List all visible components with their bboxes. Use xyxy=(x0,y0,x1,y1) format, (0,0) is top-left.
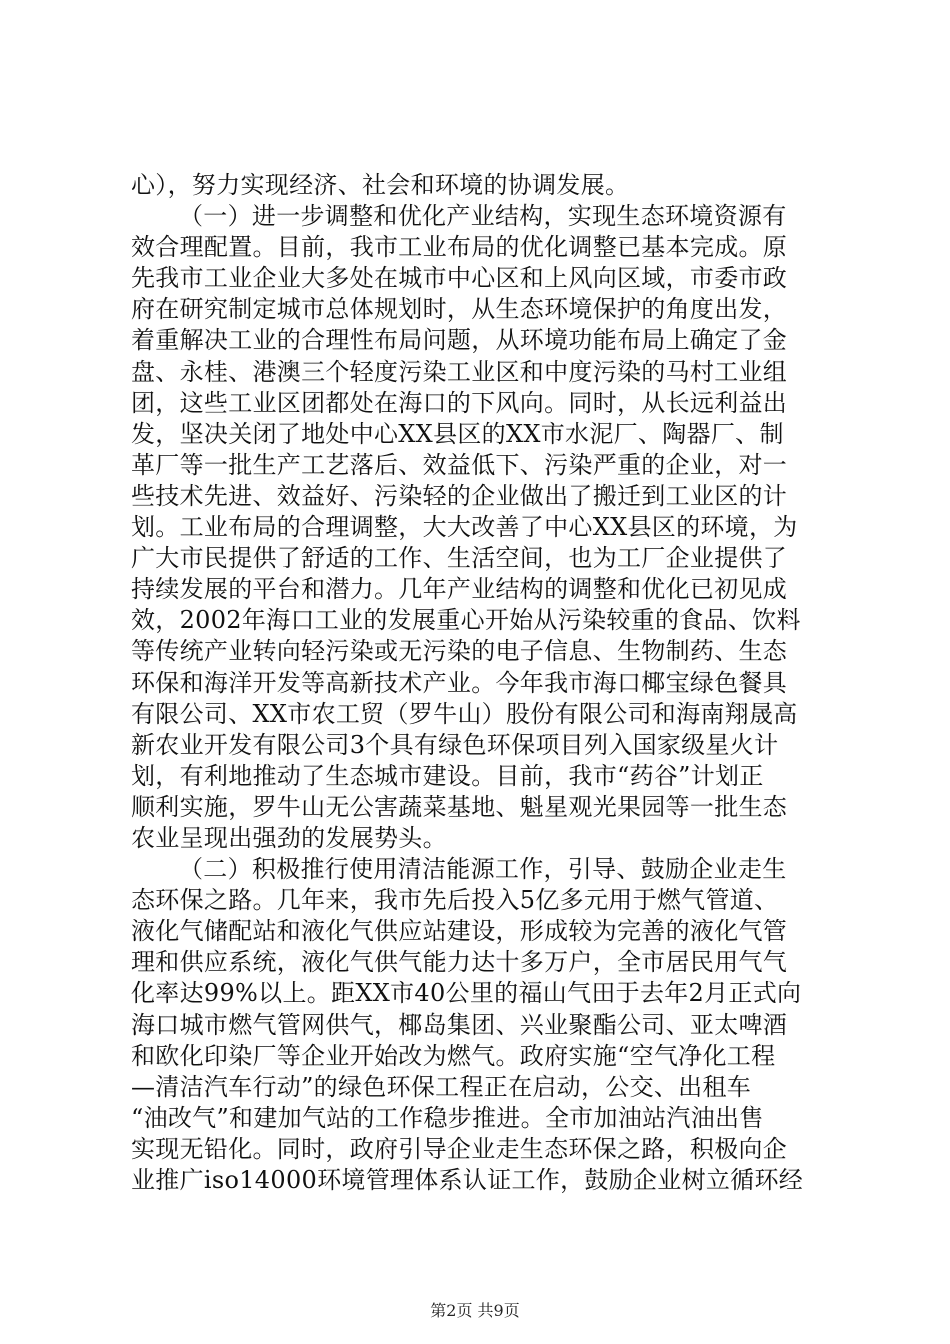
text-line: 等传统产业转向轻污染或无污染的电子信息、生物制药、生态 xyxy=(131,637,788,666)
text-line: “油改气”和建加气站的工作稳步推进。全市加油站汽油出售 xyxy=(131,1103,764,1132)
page-number: 第2页 共9页 xyxy=(430,1301,520,1320)
text-line: 农业呈现出强劲的发展势头。 xyxy=(131,823,447,852)
text-line: —清洁汽车行动”的绿色环保工程正在启动，公交、出租车 xyxy=(131,1072,752,1101)
paragraph-first-line: （一）进一步调整和优化产业结构，实现生态环境资源有 xyxy=(179,202,787,231)
text-line: 效，2002年海口工业的发展重心开始从污染较重的食品、饮料 xyxy=(131,606,801,635)
text-line: 业推广iso14000环境管理体系认证工作，鼓励企业树立循环经 xyxy=(131,1166,804,1194)
text-line: 持续发展的平台和潜力。几年产业结构的调整和优化已初见成 xyxy=(131,575,788,604)
text-line: 顺利实施，罗牛山无公害蔬菜基地、魁星观光果园等一批生态 xyxy=(131,792,788,821)
text-line: 海口城市燃气管网供气，椰岛集团、兴业聚酯公司、亚太啤酒 xyxy=(131,1010,788,1039)
text-line: 有限公司、XX市农工贸（罗牛山）股份有限公司和海南翔晟高 xyxy=(131,699,798,728)
text-line: 效合理配置。目前，我市工业布局的优化调整已基本完成。原 xyxy=(131,233,788,262)
text-line: 革厂等一批生产工艺落后、效益低下、污染严重的企业，对一 xyxy=(131,450,788,479)
text-line: 府在研究制定城市总体规划时，从生态环境保护的角度出发， xyxy=(131,295,788,324)
text-line: 划，有利地推动了生态城市建设。目前，我市“药谷”计划正 xyxy=(131,761,764,790)
text-line: 态环保之路。几年来，我市先后投入5亿多元用于燃气管道、 xyxy=(131,886,779,915)
text-line: 广大市民提供了舒适的工作、生活空间，也为工厂企业提供了 xyxy=(131,544,788,573)
text-line: 发，坚决关闭了地处中心XX县区的XX市水泥厂、陶器厂、制 xyxy=(131,419,784,448)
text-line: 化率达99%以上。距XX市40公里的福山气田于去年2月正式向 xyxy=(131,979,802,1008)
text-line: 些技术先进、效益好、污染轻的企业做出了搬迁到工业区的计 xyxy=(131,481,788,510)
text-line: 和欧化印染厂等企业开始改为燃气。政府实施“空气净化工程 xyxy=(131,1041,776,1070)
text-line: 理和供应系统，液化气供气能力达十多万户，全市居民用气气 xyxy=(131,948,788,977)
text-line: 液化气储配站和液化气供应站建设，形成较为完善的液化气管 xyxy=(131,917,788,946)
text-line: 先我市工业企业大多处在城市中心区和上风向区域，市委市政 xyxy=(131,264,788,293)
text-line: 团，这些工业区团都处在海口的下风向。同时，从长远利益出 xyxy=(131,388,788,417)
paragraph-first-line: （二）积极推行使用清洁能源工作，引导、鼓励企业走生 xyxy=(179,855,787,884)
text-line: 着重解决工业的合理性布局问题，从环境功能布局上确定了金 xyxy=(131,326,788,355)
text-line: 新农业开发有限公司3个具有绿色环保项目列入国家级星火计 xyxy=(131,730,779,759)
text-line: 盘、永桂、港澳三个轻度污染工业区和中度污染的马村工业组 xyxy=(131,357,788,386)
text-line: 实现无铅化。同时，政府引导企业走生态环保之路，积极向企 xyxy=(131,1134,788,1163)
page-footer xyxy=(0,1298,950,1321)
text-line: 环保和海洋开发等高新技术产业。今年我市海口椰宝绿色餐具 xyxy=(131,668,788,697)
document-body xyxy=(131,170,831,1196)
text-line: 划。工业布局的合理调整，大大改善了中心XX县区的环境，为 xyxy=(131,513,798,542)
text-line: 心），努力实现经济、社会和环境的协调发展。 xyxy=(131,171,630,199)
